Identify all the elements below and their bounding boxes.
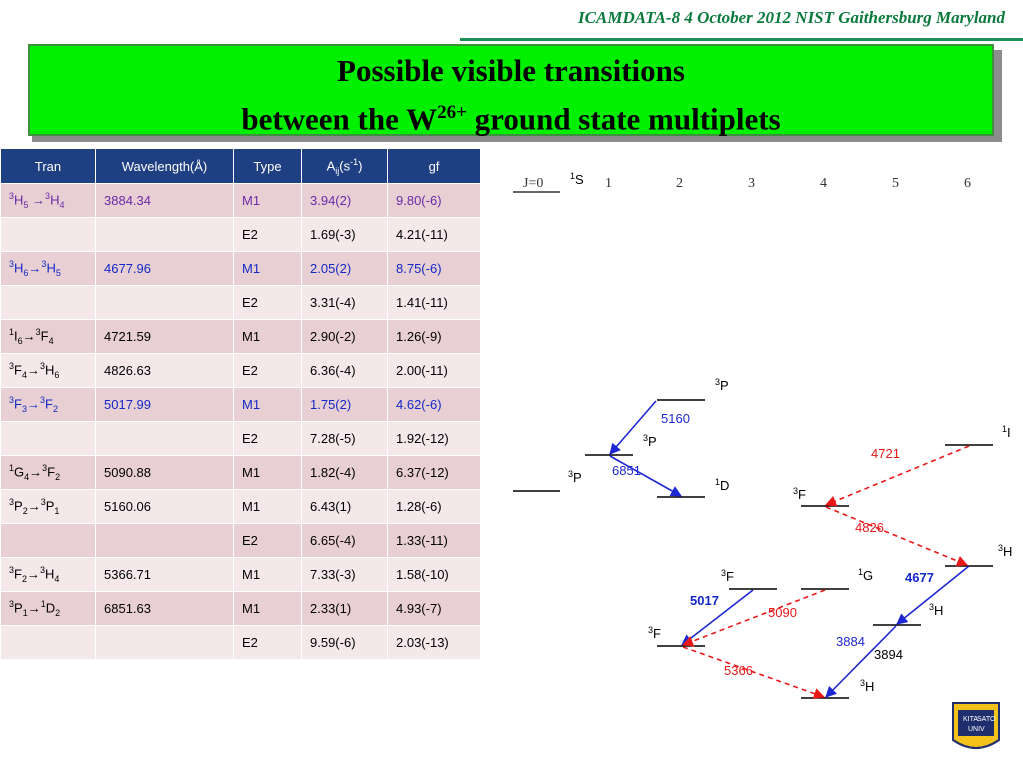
a-cell: 6.65(-4) [302, 524, 388, 558]
a-cell: 7.28(-5) [302, 422, 388, 456]
gf-cell: 2.00(-11) [388, 354, 481, 388]
transition-label-5366: 5366 [724, 663, 753, 678]
transition-label-4826: 4826 [855, 520, 884, 535]
a-cell: 1.75(2) [302, 388, 388, 422]
level-label-1I6: $^1$I [1002, 424, 1011, 440]
transition-label-4677: 4677 [905, 570, 934, 585]
a-cell: 1.69(-3) [302, 218, 388, 252]
title-line-1: Possible visible transitions [337, 53, 685, 88]
gf-cell: 8.75(-6) [388, 252, 481, 286]
transition-label-5090: 5090 [768, 605, 797, 620]
type-cell: E2 [234, 286, 302, 320]
gf-cell: 1.41(-11) [388, 286, 481, 320]
transition-label-5017: 5017 [690, 593, 719, 608]
j-axis-label-5: 5 [892, 176, 899, 191]
type-cell: E2 [234, 422, 302, 456]
type-cell: M1 [234, 490, 302, 524]
gf-cell: 4.62(-6) [388, 388, 481, 422]
type-cell: M1 [234, 184, 302, 218]
wavelength-cell: 4721.59 [96, 320, 234, 354]
level-label-3P2: $^3$P [715, 377, 729, 393]
type-cell: M1 [234, 592, 302, 626]
header-type: Type [234, 149, 302, 184]
wavelength-cell: 4677.96 [96, 252, 234, 286]
tran-cell: $^3H_6\to^3H_5$ [1, 252, 96, 286]
transition-label-3894: 3894 [874, 647, 903, 662]
tran-cell: $^3H_5 \to^3H_4$ [1, 184, 96, 218]
a-cell: 2.90(-2) [302, 320, 388, 354]
j-axis-label-1: 1 [605, 176, 612, 191]
type-cell: M1 [234, 456, 302, 490]
gf-cell: 4.21(-11) [388, 218, 481, 252]
transition-label-6851: 6851 [612, 463, 641, 478]
wavelength-cell: 6851.63 [96, 592, 234, 626]
level-label-1G4: $^1$G [858, 567, 874, 583]
a-cell: 6.36(-4) [302, 354, 388, 388]
tran-cell: $^3F_4\to^3H_6$ [1, 354, 96, 388]
level-label-3H5: $^3$H [929, 602, 944, 618]
a-cell: 1.82(-4) [302, 456, 388, 490]
gf-cell: 1.33(-11) [388, 524, 481, 558]
level-label-1S: $^1$S [570, 171, 584, 187]
wavelength-cell: 5160.06 [96, 490, 234, 524]
type-cell: M1 [234, 558, 302, 592]
level-label-3F3: $^3$F [721, 568, 734, 584]
header-wavelength: Wavelength(Å) [96, 149, 234, 184]
wavelength-cell: 5090.88 [96, 456, 234, 490]
title-line-2: between the $W^{26+}$ ground state multiplets [241, 101, 781, 137]
a-cell: 3.94(2) [302, 184, 388, 218]
transition-5366 [683, 647, 824, 697]
a-cell: 2.33(1) [302, 592, 388, 626]
gf-cell: 2.03(-13) [388, 626, 481, 660]
type-cell: E2 [234, 354, 302, 388]
svg-text:SATO: SATO [977, 716, 996, 723]
a-cell: 7.33(-3) [302, 558, 388, 592]
j-axis-label-4: 4 [820, 176, 827, 191]
level-label-3H4: $^3$H [860, 678, 875, 694]
tran-cell: $^3P_1\to^1D_2$ [1, 592, 96, 626]
j-axis-label-2: 2 [676, 176, 683, 191]
header-tran: Tran [1, 149, 96, 184]
tran-cell: $^3F_3\to^3F_2$ [1, 388, 96, 422]
j-axis-label-6: 6 [964, 176, 971, 191]
a-cell: 6.43(1) [302, 490, 388, 524]
level-label-1D2: $^1$D [715, 477, 730, 493]
level-label-3P1: $^3$P [643, 433, 657, 449]
svg-text:UNIV: UNIV [968, 726, 985, 733]
wavelength-cell: 5017.99 [96, 388, 234, 422]
conference-header: ICAMDATA-8 4 October 2012 NIST Gaithersburg Maryland [578, 8, 1005, 27]
level-label-3P0: $^3$P [568, 469, 582, 485]
gf-cell: 6.37(-12) [388, 456, 481, 490]
gf-cell: 1.28(-6) [388, 490, 481, 524]
gf-cell: 9.80(-6) [388, 184, 481, 218]
transition-label-4721: 4721 [871, 446, 900, 461]
level-label-3H6: $^3$H [998, 543, 1013, 559]
type-cell: M1 [234, 252, 302, 286]
level-label-3F4: $^3$F [793, 486, 806, 502]
j-axis-label-3: 3 [748, 176, 755, 191]
transition-label-5160: 5160 [661, 411, 690, 426]
wavelength-cell: 5366.71 [96, 558, 234, 592]
type-cell: E2 [234, 524, 302, 558]
type-cell: M1 [234, 388, 302, 422]
gf-cell: 4.93(-7) [388, 592, 481, 626]
gf-cell: 1.26(-9) [388, 320, 481, 354]
j-axis-label-0: J=0 [523, 176, 544, 191]
a-cell: 2.05(2) [302, 252, 388, 286]
wavelength-cell: 3884.34 [96, 184, 234, 218]
type-cell: E2 [234, 626, 302, 660]
gf-cell: 1.58(-10) [388, 558, 481, 592]
tran-cell: $^1G_4\to^3F_2$ [1, 456, 96, 490]
tran-cell: $^1I_6\to^3F_4$ [1, 320, 96, 354]
transition-4826 [826, 507, 967, 565]
a-cell: 3.31(-4) [302, 286, 388, 320]
gf-cell: 1.92(-12) [388, 422, 481, 456]
svg-text:KITA: KITA [963, 716, 979, 723]
type-cell: M1 [234, 320, 302, 354]
type-cell: E2 [234, 218, 302, 252]
tran-cell: $^3F_2\to^3H_4$ [1, 558, 96, 592]
university-logo [950, 700, 1002, 756]
header-a: $A_{ij}(s^{-1})$ [302, 149, 388, 184]
transition-label-3884: 3884 [836, 634, 865, 649]
level-label-3F2: $^3$F [648, 625, 661, 641]
wavelength-cell: 4826.63 [96, 354, 234, 388]
header-gf: gf [388, 149, 481, 184]
a-cell: 9.59(-6) [302, 626, 388, 660]
tran-cell: $^3P_2\to^3P_1$ [1, 490, 96, 524]
